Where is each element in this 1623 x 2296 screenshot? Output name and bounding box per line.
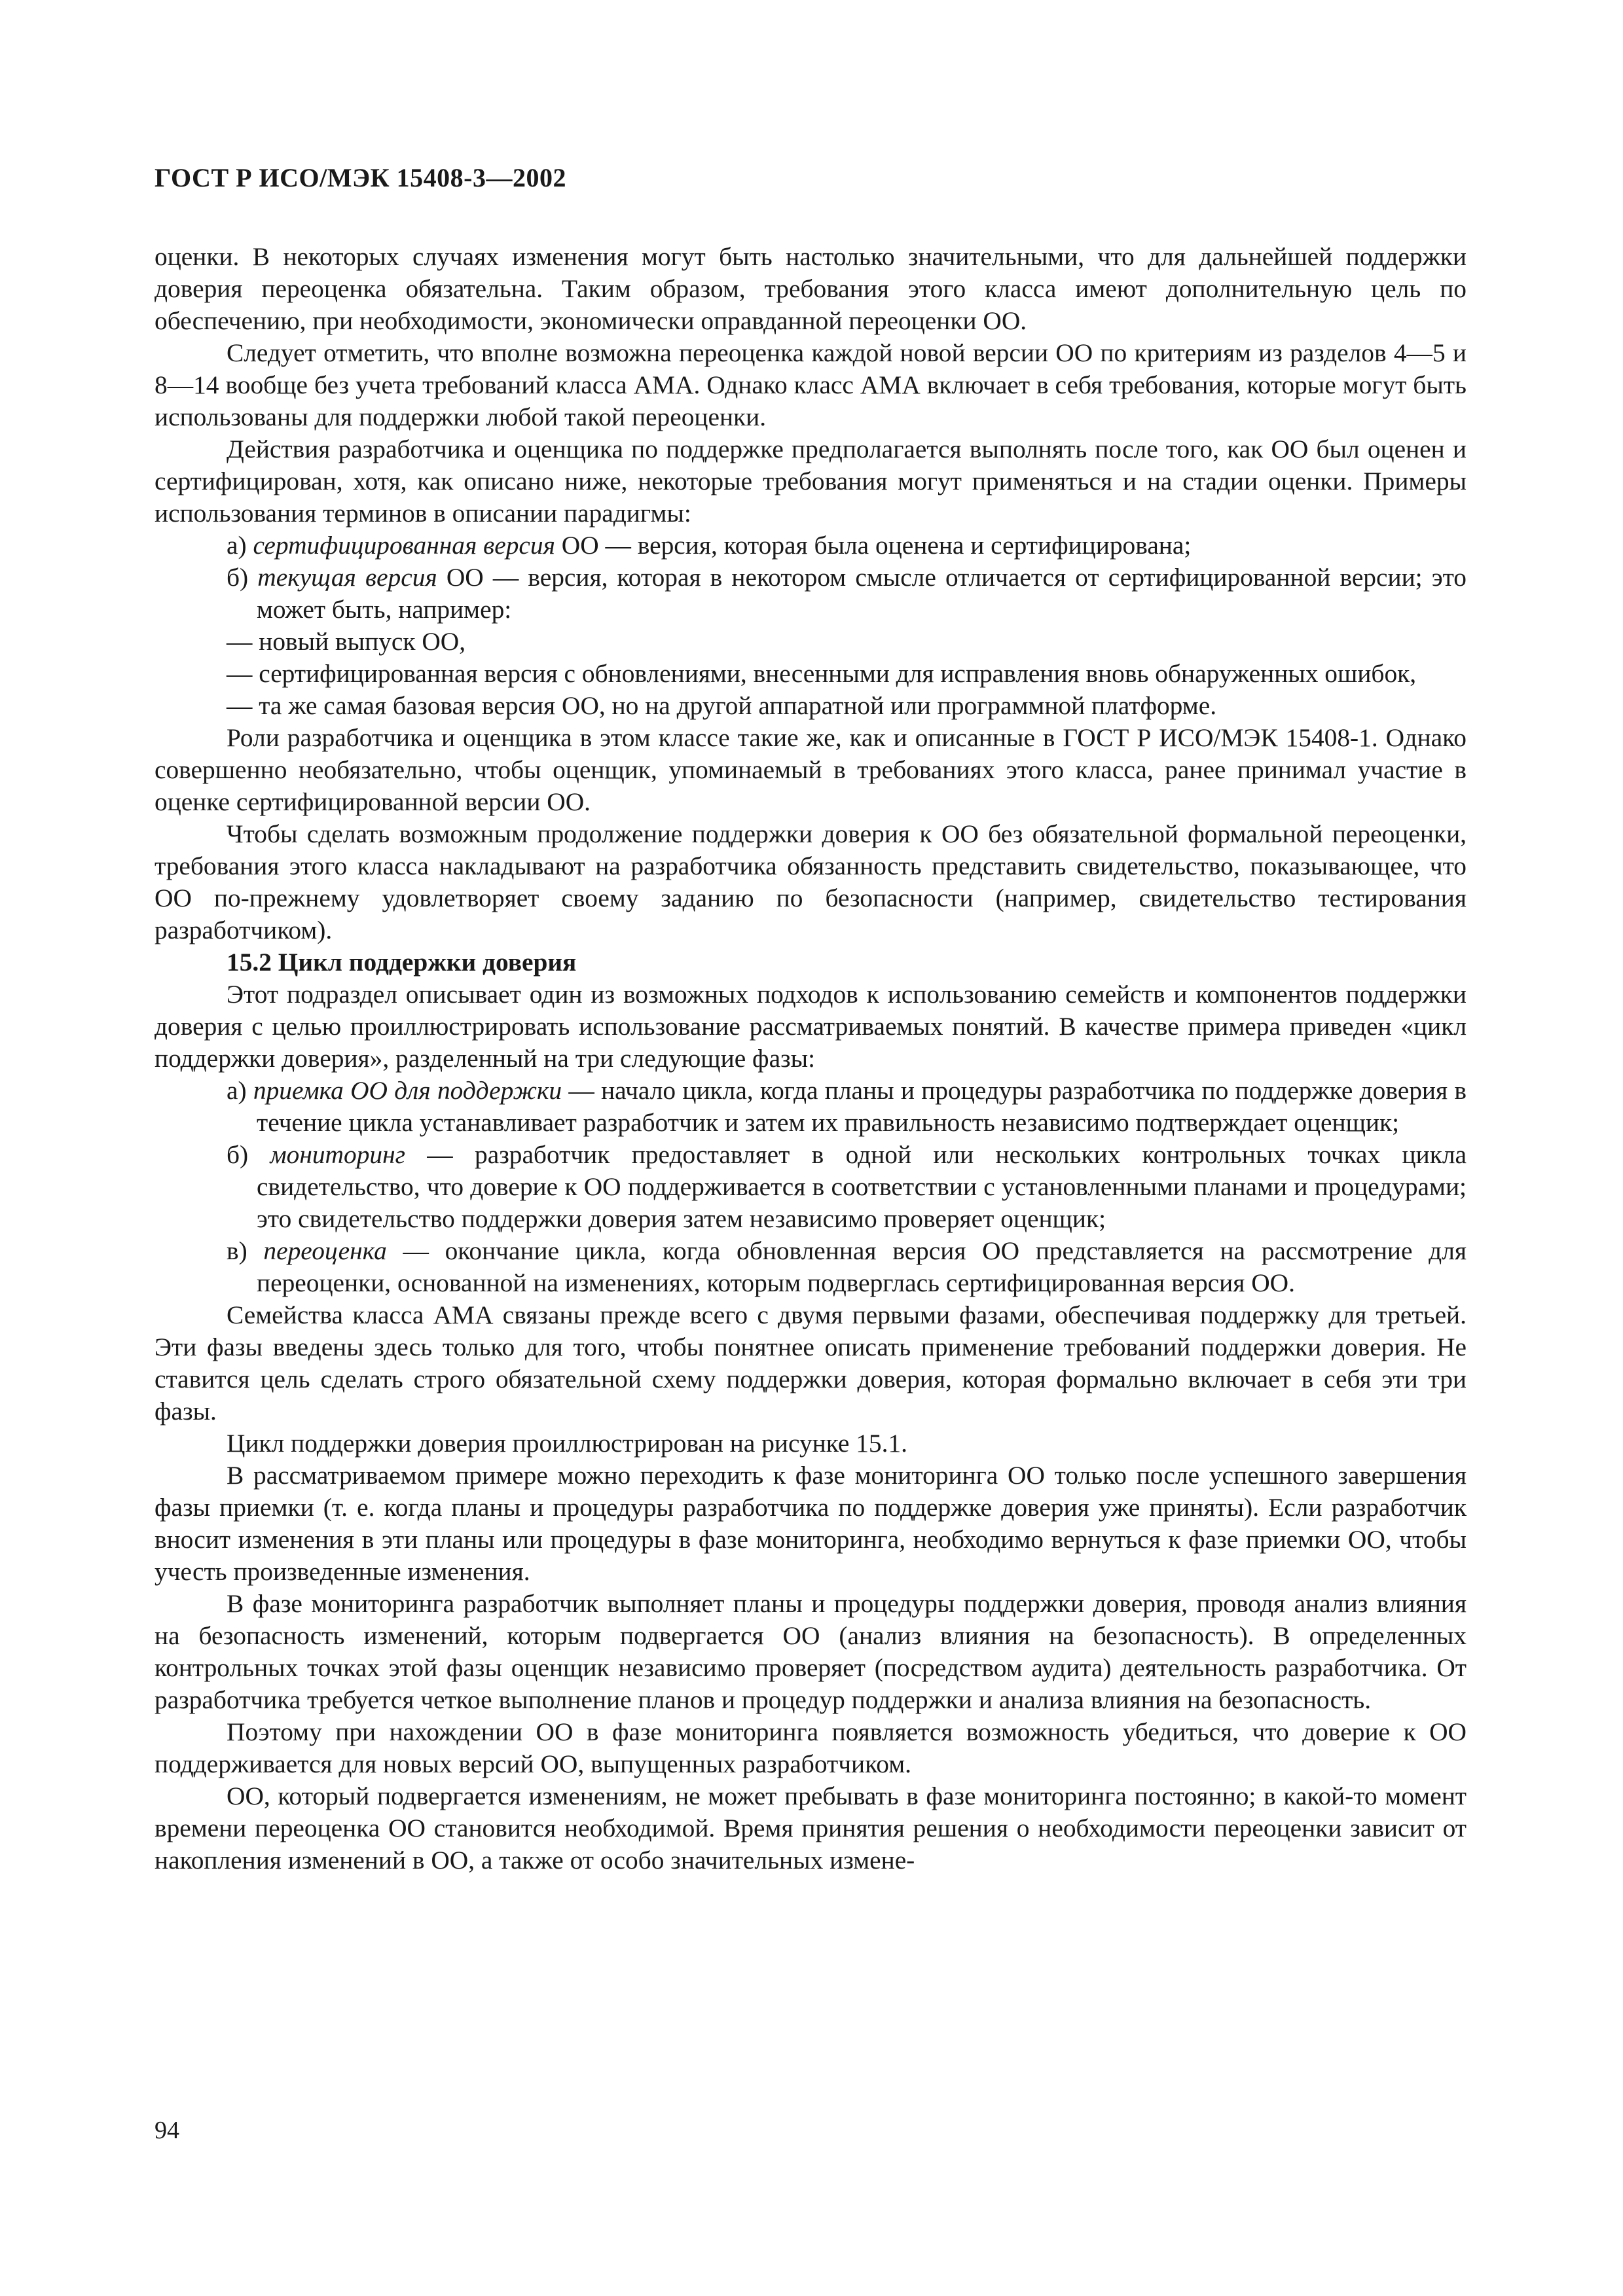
term: переоценка	[263, 1236, 387, 1265]
paragraph: оценки. В некоторых случаях изменения могут быть настолько значительными, что для дальнейшей поддержки доверия переоценка обязательна. Таким образом, требования этого класса имеют дополнительную цель по обеспечению, при необходимости, экономически оправданной переоценки ОО.	[155, 242, 1467, 335]
paragraph: ОО, который подвергается изменениям, не может пребывать в фазе мониторинга постоянно; в какой-то момент времени переоценка ОО становится необходимой. Время принятия решения о необходимости переоценки зависит от накопления изменений в ОО, а также от особо значительных измене-	[155, 1782, 1467, 1874]
page-number: 94	[155, 2117, 179, 2144]
paragraph: Действия разработчика и оценщика по поддержке предполагается выполнять после того, как ОО был оценен и сертифицирован, хотя, как описано ниже, некоторые требования могут применяться и на стадии оценки. Примеры использования терминов в описании парадигмы:	[155, 435, 1467, 528]
document-body	[155, 241, 1467, 1876]
dash-item: — та же самая базовая версия ОО, но на другой аппаратной или программной платформе.	[227, 691, 1217, 720]
list-item-current-version	[155, 562, 1467, 626]
list-item-certified-version	[155, 529, 1467, 562]
paragraph: Цикл поддержки доверия проиллюстрирован на рисунке 15.1.	[227, 1429, 908, 1458]
paragraph: Роли разработчика и оценщика в этом классе такие же, как и описанные в ГОСТ Р ИСО/МЭК 15408-1. Однако совершенно необязательно, чтобы оценщик, упоминаемый в требованиях этого класса, ранее принимал участие в оценке сертифицированной версии ОО.	[155, 723, 1467, 816]
list-marker: а)	[227, 1076, 247, 1105]
paragraph: Этот подраздел описывает один из возможных подходов к использованию семейств и компонентов поддержки доверия с целью проиллюстрировать использование рассматриваемых понятий. В качестве примера приведен «цикл поддержки доверия», разделенный на три следующие фазы:	[155, 980, 1467, 1073]
definition: ОО — версия, которая в некотором смысле отличается от сертифицированной версии; это может быть, например:	[257, 563, 1467, 624]
definition: ОО — версия, которая была оценена и сертифицирована;	[555, 531, 1192, 560]
paragraph: Чтобы сделать возможным продолжение поддержки доверия к ОО без обязательной формальной переоценки, требования этого класса накладывают на разработчика обязанность представить свидетельство, показывающее, что ОО по-прежнему удовлетворяет своему заданию по безопасности (например, свидетельство тестирования разработчиком).	[155, 819, 1467, 944]
paragraph: Поэтому при нахождении ОО в фазе мониторинга появляется возможность убедиться, что доверие к ОО поддерживается для новых версий ОО, выпущенных разработчиком.	[155, 1717, 1467, 1778]
list-item-reevaluation	[155, 1235, 1467, 1299]
dash-item: — сертифицированная версия с обновлениями, внесенными для исправления вновь обнаруженных ошибок,	[227, 659, 1417, 688]
list-item-monitoring	[155, 1139, 1467, 1235]
list-marker: а)	[227, 531, 247, 560]
dash-item: — новый выпуск ОО,	[227, 627, 466, 656]
term: приемка ОО для поддержки	[253, 1076, 562, 1105]
paragraph: Семейства класса АМА связаны прежде всего с двумя первыми фазами, обеспечивая поддержку для третьей. Эти фазы введены здесь только для того, чтобы понятнее описать применение требований поддержки доверия. Не ставится цель сделать строго обязательной схему поддержки доверия, которая формально включает в себя эти три фазы.	[155, 1300, 1467, 1426]
list-item-acceptance	[155, 1075, 1467, 1139]
definition: — окончание цикла, когда обновленная версия ОО представляется на рассмотрение для переоценки, основанной на изменениях, которым подверглась сертифицированная версия ОО.	[257, 1236, 1467, 1297]
list-marker: б)	[227, 563, 249, 592]
paragraph: В фазе мониторинга разработчик выполняет планы и процедуры поддержки доверия, проводя анализ влияния на безопасность изменений, которым подвергается ОО (анализ влияния на безопасность). В определенных контрольных точках этой фазы оценщик независимо проверяет (посредством аудита) деятельность разработчика. От разработчика требуется четкое выполнение планов и процедур поддержки и анализа влияния на безопасность.	[155, 1589, 1467, 1714]
definition: — начало цикла, когда планы и процедуры разработчика по поддержке доверия в течение цикла устанавливает разработчик и затем их правильность независимо подтверждает оценщик;	[257, 1076, 1467, 1137]
term: мониторинг	[270, 1140, 405, 1169]
list-marker: б)	[227, 1140, 249, 1169]
definition: — разработчик предоставляет в одной или нескольких контрольных точках цикла свидетельство, что доверие к ОО поддерживается в соответствии с установленными планами и процедурами; это свидетельство поддержки доверия затем независимо проверяет оценщик;	[257, 1140, 1467, 1233]
section-heading: 15.2 Цикл поддержки доверия	[227, 948, 577, 977]
term: текущая версия	[257, 563, 437, 592]
term: сертифицированная версия	[253, 531, 555, 560]
paragraph: В рассматриваемом примере можно переходить к фазе мониторинга ОО только после успешного завершения фазы приемки (т. е. когда планы и процедуры разработчика по поддержке доверия уже приняты). Если разработчик вносит изменения в эти планы или процедуры в фазе мониторинга, необходимо вернуться к фазе приемки ОО, чтобы учесть произведенные изменения.	[155, 1461, 1467, 1586]
list-marker: в)	[227, 1236, 247, 1265]
paragraph: Следует отметить, что вполне возможна переоценка каждой новой версии ОО по критериям из разделов 4—5 и 8—14 вообще без учета требований класса АМА. Однако класс АМА включает в себя требования, которые могут быть использованы для поддержки любой такой переоценки.	[155, 338, 1467, 431]
document-header: ГОСТ Р ИСО/МЭК 15408-3—2002	[155, 163, 566, 192]
